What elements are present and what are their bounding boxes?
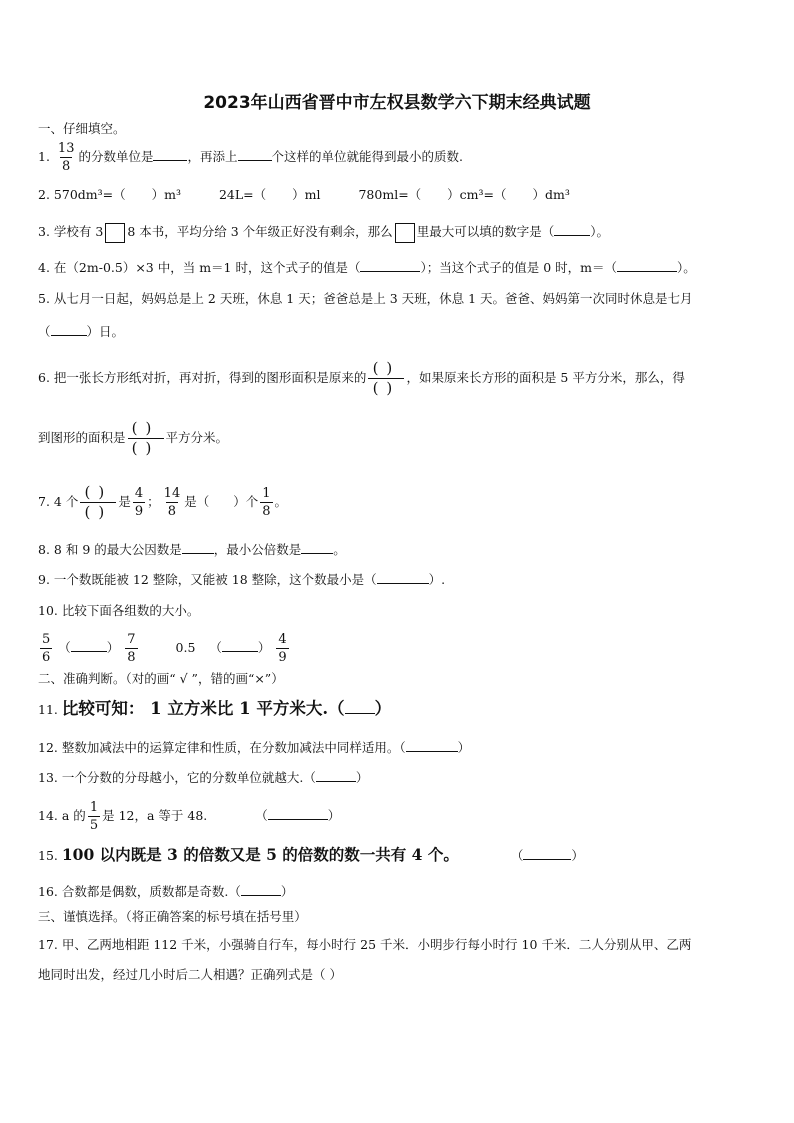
answer-blank[interactable] — [316, 768, 356, 782]
compare-blank[interactable] — [71, 638, 107, 652]
question-7: 7. 4 个 $\frac{()}{()}$ 是 $\frac{4}{9}$ ； $\frac{14}{8}$ 是（ ）个 $\frac{1}{8}$ 。 — [38, 483, 288, 521]
question-14: 14. a 的 $\frac{1}{5}$ 是 12，a 等于 48. （ ） — [38, 800, 341, 833]
fraction: $\frac{5}{6}$ — [42, 632, 51, 665]
question-6: 6. 把一张长方形纸对折，再对折，得到的图形面积是原来的 $\frac{()}{()}$ ，如果原来长方形的面积是 5 平方分米，那么，得 — [38, 359, 685, 397]
fraction: $\frac{4}{9}$ — [278, 632, 287, 665]
question-10-compare: $\frac{5}{6}$ （ ） $\frac{7}{8}$ 0.5 （ ） $\frac{4}{9}$ — [42, 632, 287, 665]
answer-blank[interactable] — [360, 258, 420, 272]
question-11: 11. 比较可知： 1 立方米比 1 平方米大.（ ） — [38, 699, 392, 718]
question-17-cont: 地同时出发，经过几小时后二人相遇？正确列式是（ ） — [38, 967, 342, 982]
answer-blank[interactable] — [241, 882, 281, 896]
question-10: 10. 比较下面各组数的大小。 — [38, 603, 200, 618]
fraction: $\frac{7}{8}$ — [127, 632, 136, 665]
question-5: 5. 从七月一日起，妈妈总是上 2 天班，休息 1 天；爸爸总是上 3 天班，休息 1 天。爸爸、妈妈第一次同时休息是七月 — [38, 291, 693, 306]
fraction: $\frac{4}{9}$ — [134, 486, 144, 519]
question-1: 1. $\frac{13}{8}$ 的分数单位是 ，再添上 个这样的单位就能得到最小的质数. — [38, 141, 463, 174]
blank-fraction[interactable]: $\frac{()}{()}$ — [128, 421, 164, 456]
answer-blank[interactable] — [406, 738, 458, 752]
digit-box[interactable] — [395, 223, 415, 243]
question-12: 12. 整数加减法中的运算定律和性质，在分数加减法中同样适用。（ ） — [38, 740, 471, 755]
question-2: 2. 570dm³=（ ）m³ 24L=（ ）ml 780ml=（ ）cm³=（ ）dm³ — [38, 187, 570, 202]
answer-blank[interactable] — [617, 258, 677, 272]
fraction: $\frac{13}{8}$ — [57, 141, 75, 174]
question-4: 4. 在（2m-0.5）×3 中，当 m＝1 时，这个式子的值是（ ）；当这个式子的值是 0 时，m＝（ ）。 — [38, 260, 696, 275]
question-16: 16. 合数都是偶数，质数都是奇数.（ ） — [38, 884, 294, 899]
compare-blank[interactable] — [222, 638, 258, 652]
answer-blank[interactable] — [268, 806, 328, 820]
answer-blank[interactable] — [153, 147, 187, 161]
digit-box[interactable] — [105, 223, 125, 243]
answer-blank[interactable] — [345, 700, 375, 714]
question-15: 15. 100 以内既是 3 的倍数又是 5 的倍数的数一共有 4 个。 （ ） — [38, 845, 584, 864]
fraction: $\frac{14}{8}$ — [163, 486, 181, 519]
page-title: 2023年山西省晋中市左权县数学六下期末经典试题 — [203, 93, 591, 113]
answer-blank[interactable] — [238, 147, 272, 161]
fraction: $\frac{1}{8}$ — [262, 486, 271, 519]
question-9: 9. 一个数既能被 12 整除，又能被 18 整除，这个数最小是（ ）. — [38, 572, 446, 587]
section-heading-true-false: 二、准确判断。（对的画“ √ ”，错的画“×”） — [38, 671, 284, 686]
fraction: $\frac{1}{5}$ — [89, 800, 99, 833]
question-13: 13. 一个分数的分母越小，它的分数单位就越大.（ ） — [38, 770, 369, 785]
answer-blank[interactable] — [554, 222, 590, 236]
section-heading-choice: 三、谨慎选择。（将正确答案的标号填在括号里） — [38, 909, 307, 924]
answer-blank[interactable] — [377, 570, 429, 584]
blank-fraction[interactable]: $\frac{()}{()}$ — [368, 361, 404, 396]
question-5-cont: （ ）日。 — [38, 324, 125, 339]
answer-blank[interactable] — [51, 322, 87, 336]
section-heading-fill-in: 一、仔细填空。 — [38, 121, 126, 136]
answer-blank[interactable] — [182, 540, 214, 554]
blank-fraction[interactable]: $\frac{()}{()}$ — [80, 485, 116, 520]
question-17: 17. 甲、乙两地相距 112 千米，小强骑自行车，每小时行 25 千米．小明步行每小时行 10 千米．二人分别从甲、乙两 — [38, 937, 692, 952]
question-3: 3. 学校有 3 8 本书，平均分给 3 个年级正好没有剩余，那么 里最大可以填的数字是（ ）。 — [38, 222, 609, 243]
question-6-cont: 到图形的面积是 $\frac{()}{()}$ 平方分米。 — [38, 419, 229, 457]
answer-blank[interactable] — [301, 540, 333, 554]
answer-blank[interactable] — [523, 846, 571, 860]
question-8: 8. 8 和 9 的最大公因数是 ，最小公倍数是 。 — [38, 542, 346, 557]
